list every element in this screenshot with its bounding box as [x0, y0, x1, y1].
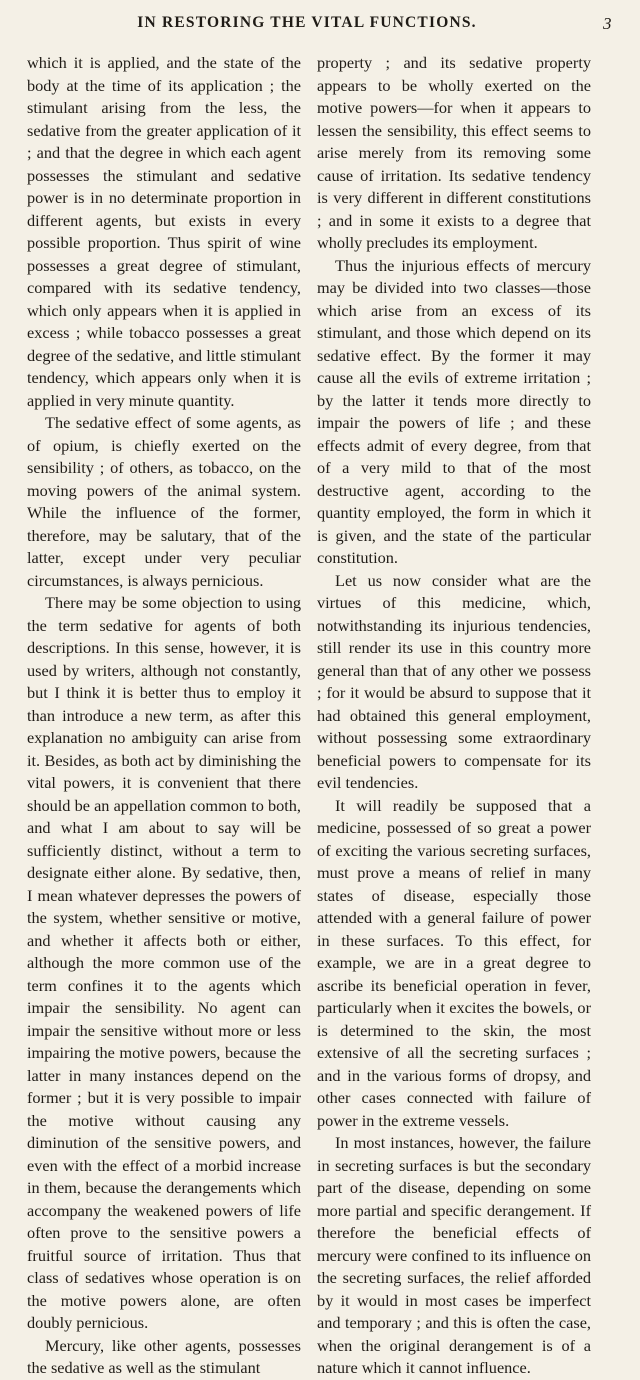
right-column	[317, 52, 591, 1380]
paragraph: which it is applied, and the state of the body at the time of its application ; the stimulant arising from the less, the sedative from the greater application of it ; and that the degree in which each agent possesses the stimulant and sedative power is in no determinate proportion in different agents, but exists in every possible proportion. Thus spirit of wine possesses a great degree of stimulant, compared with its sedative tendency, which only appears when it is applied in excess ; while tobacco possesses a great degree of the sedative, and little stimulant tendency, which appears only when it is applied in very minute quantity.	[27, 53, 301, 410]
paragraph: Let us now consider what are the virtues of this medicine, which, notwithstanding its injurious tendencies, still render its use in this country more general than that of any other we possess ; for it would be absurd to suppose that it had obtained this general employment, without possessing some extraordinary beneficial powers to compensate for its evil tendencies.	[317, 570, 591, 792]
paragraph: The sedative effect of some agents, as of opium, is chiefly exerted on the sensibility ; of others, as tobacco, on the moving powers of the animal system. While the influence of the former, therefore, may be salutary, that of the latter, except under very peculiar circumstances, is always pernicious.	[27, 413, 301, 590]
paragraph: There may be some objection to using the term sedative for agents of both descriptions. In this sense, however, it is used by writers, although not constantly, but I think it is better thus to employ it than introduce a new term, as after this explanation no ambiguity can arise from it. Besides, as both act by diminishing the vital powers, it is convenient that there should be an appellation common to both, and what I am about to say will be sufficiently distinct, without a term to designate either alone. By sedative, then, I mean whatever depresses the powers of the system, whether sensitive or motive, and whether it affects both or either, although the more common use of the term confines it to the agents which impair the sensibility. No agent can impair the sensitive without more or less impairing the motive powers, because the latter in many instances depend on the former ; but it is very possible to impair the motive without causing any diminution of the sensitive powers, and even with the effect of a morbid increase in them, because the derangements which accompany the weakened powers of life often prove to the sensitive powers a fruitful source of irritation. Thus that class of sedatives whose operation is on the motive powers alone, are often doubly pernicious.	[27, 593, 301, 1332]
paragraph: Mercury, like other agents, possesses the sedative as well as the stimulant	[27, 1335, 301, 1377]
paragraph: In most instances, however, the failure in secreting surfaces is but the secondary part of the disease, depending on some more partial and specific derangement. If therefore the beneficial effects of mercury were confined to its influence on the secreting surfaces, the relief afforded by it would in most cases be imperfect and temporary ; and this is often the case, when the original derangement is of a nature which it cannot influence.	[317, 1133, 591, 1377]
paragraph: property ; and its sedative property appears to be wholly exerted on the motive powers—for when it appears to lessen the sensibility, this effect seems to arise merely from its removing some cause of irritation. Its sedative tendency is very different in different constitutions ; and in some it exists to a degree that wholly precludes its employment.	[317, 53, 591, 252]
page-number: 3	[603, 14, 612, 33]
paragraph: Thus the injurious effects of mercury may be divided into two classes—those which arise from an excess of its stimulant, and those which depend on its sedative effect. By the former it may cause all the evils of extreme irritation ; by the latter it tends more directly to impair the powers of life ; and these effects admit of every degree, from that of a very mild to that of the most destructive agent, according to the quantity employed, the form in which it is given, and the state of the particular constitution.	[317, 255, 591, 567]
running-head: IN RESTORING THE VITAL FUNCTIONS.	[137, 14, 477, 31]
left-column	[27, 52, 301, 1380]
paragraph: It will readily be supposed that a medicine, possessed of so great a power of exciting the various secreting surfaces, must prove a means of relief in many states of disease, especially those attended with a general failure of power in these surfaces. To this effect, for example, we are in a great degree to ascribe its beneficial operation in fever, particularly when it excites the bowels, or is determined to the skin, the most extensive of all the secreting surfaces ; and in the various forms of dropsy, and other cases connected with failure of power in the extreme vessels.	[317, 795, 591, 1130]
